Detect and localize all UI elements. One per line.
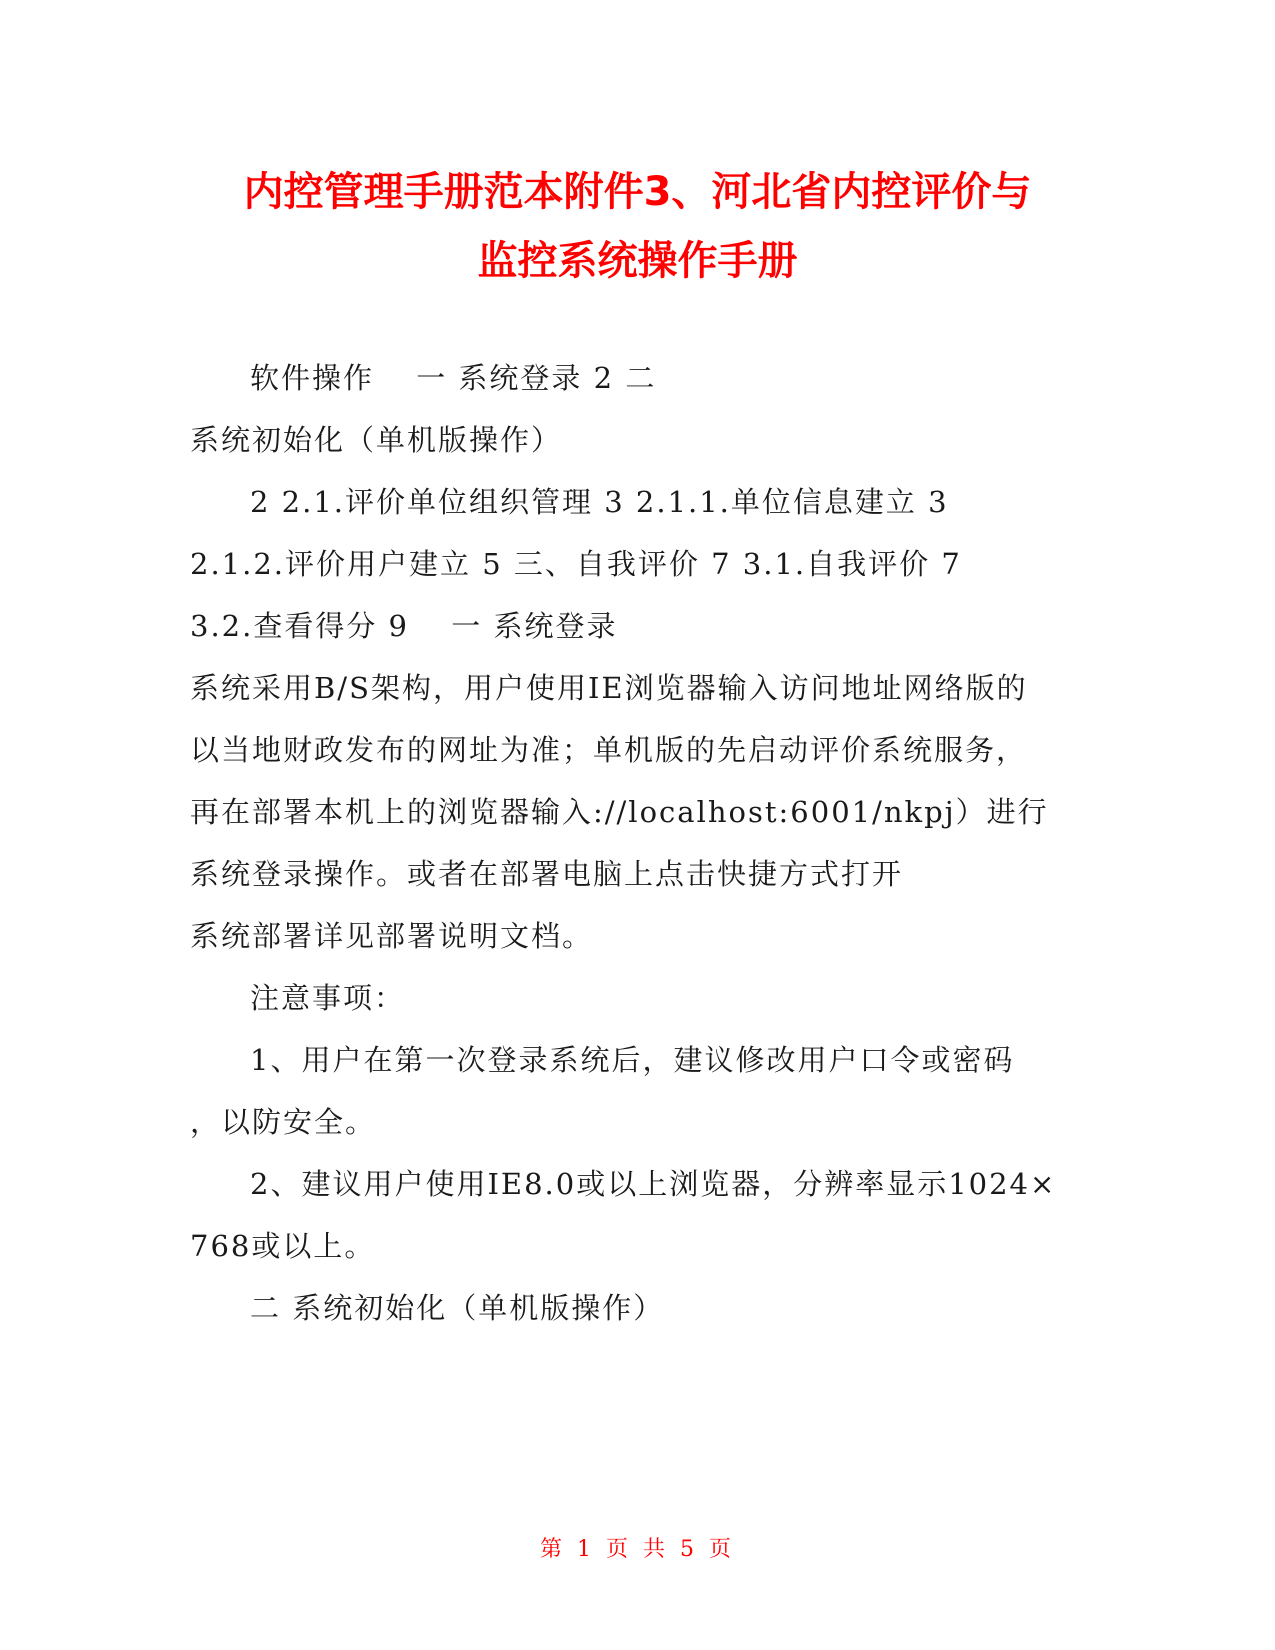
body-paragraph-line-4: 系统登录操作。或者在部署电脑上点击快捷方式打开 — [190, 857, 904, 891]
note-2-line-2: 768或以上。 — [190, 1229, 376, 1263]
note-2-line-1: 2、建议用户使用IE8.0或以上浏览器，分辨率显示1024× — [250, 1167, 1057, 1201]
document-title-line-1: 内控管理手册范本附件3、河北省内控评价与 — [243, 169, 1032, 215]
body-paragraph-line-2: 以当地财政发布的网址为准；单机版的先启动评价系统服务， — [190, 733, 1028, 767]
toc-line-2: 系统初始化（单机版操作） — [190, 423, 563, 457]
toc-line-1: 软件操作 一 系统登录 2 二 — [250, 361, 657, 395]
notes-heading: 注意事项： — [250, 981, 406, 1015]
toc-line-5: 3.2.查看得分 9 一 系统登录 — [190, 609, 618, 643]
document-title-line-2: 监控系统操作手册 — [477, 238, 798, 284]
body-paragraph-line-3: 再在部署本机上的浏览器输入://localhost:6001/nkpj）进行 — [190, 795, 1049, 829]
body-paragraph-line-5: 系统部署详见部署说明文档。 — [190, 919, 594, 953]
note-1-line-1: 1、用户在第一次登录系统后，建议修改用户口令或密码 — [250, 1043, 1015, 1077]
note-1-line-2: ，以防安全。 — [190, 1105, 377, 1139]
body-paragraph-line-1: 系统采用B/S架构，用户使用IE浏览器输入访问地址网络版的 — [190, 671, 1028, 705]
section-heading-2: 二 系统初始化（单机版操作） — [250, 1291, 665, 1325]
toc-line-4: 2.1.2.评价用户建立 5 三、自我评价 7 3.1.自我评价 7 — [190, 547, 962, 581]
toc-line-3: 2 2.1.评价单位组织管理 3 2.1.1.单位信息建立 3 — [250, 485, 949, 519]
page-indicator: 第 1 页 共 5 页 — [540, 1537, 735, 1562]
